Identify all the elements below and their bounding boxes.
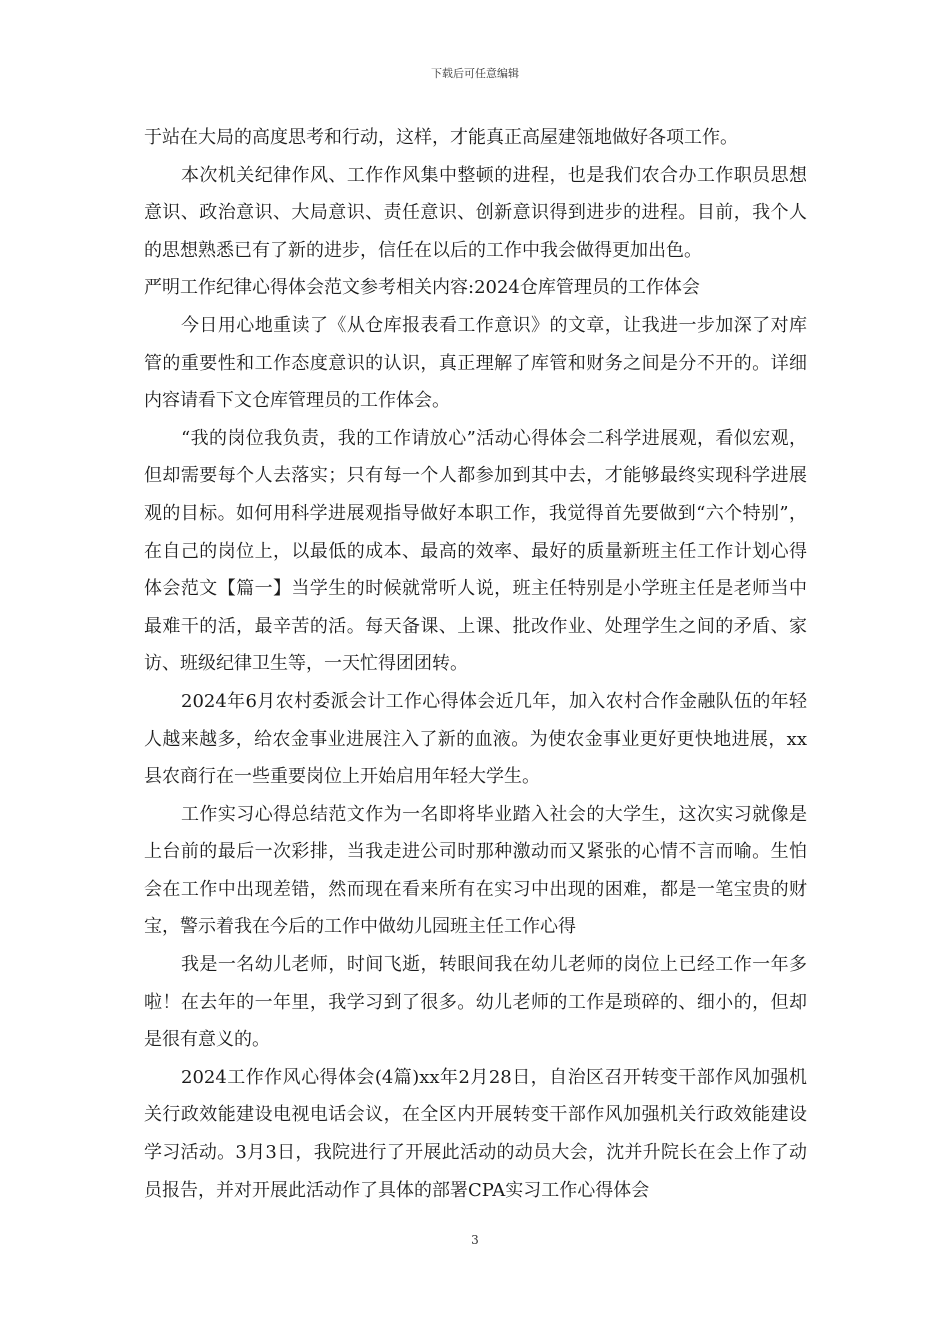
paragraph-8: 我是一名幼儿老师，时间飞逝，转眼间我在幼儿老师的岗位上已经工作一年多啦！在去年的一年里，我学习到了很多。幼儿老师的工作是琐碎的、细小的，但却是很有意义的。 — [144, 954, 807, 1051]
paragraph-5: “我的岗位我负责，我的工作请放心”活动心得体会二科学进展观，看似宏观，但却需要每个人去落实；只有每一个人都参加到其中去，才能够最终实现科学进展观的目标。如何用科学进展观指导做好本职工作，我觉得首先要做到“六个特别”，在自己的岗位上，以最低的成本、最高的效率、最好的质量新班主任工作计划心得体会范文【篇一】当学生的时候就常听人说，班主任特别是小学班主任是老师当中最难干的活，最辛苦的活。每天备课、上课、批改作业、处理学生之间的矛盾、家访、班级纪律卫生等，一天忙得团团转。 — [144, 427, 807, 675]
paragraph-3: 严明工作纪律心得体会范文参考相关内容:2024仓库管理员的工作体会 — [144, 277, 700, 299]
paragraph-6: 2024年6月农村委派会计工作心得体会近几年，加入农村合作金融队伍的年轻人越来越多，给农金事业进展注入了新的血液。为使农金事业更好更快地进展，xx县农商行在一些重要岗位上开始启用年轻大学生。 — [144, 690, 807, 788]
document-body — [144, 119, 807, 1209]
paragraph-4: 今日用心地重读了《从仓库报表看工作意识》的文章，让我进一步加深了对库管的重要性和工作态度意识的认识，真正理解了库管和财务之间是分不开的。详细内容请看下文仓库管理员的工作体会。 — [144, 314, 807, 412]
page-header: 下载后可任意编辑 — [431, 67, 519, 80]
paragraph-7: 工作实习心得总结范文作为一名即将毕业踏入社会的大学生，这次实习就像是上台前的最后一次彩排，当我走进公司时那种激动而又紧张的心情不言而喻。生怕会在工作中出现差错，然而现在看来所有在实习中出现的困难，都是一笔宝贵的财宝，警示着我在今后的工作中做幼儿园班主任工作心得 — [144, 803, 807, 938]
paragraph-1: 于站在大局的高度思考和行动，这样，才能真正高屋建瓴地做好各项工作。 — [144, 127, 738, 148]
paragraph-9: 2024工作作风心得体会(4篇)xx年2月28日，自治区召开转变干部作风加强机关行政效能建设电视电话会议，在全区内开展转变干部作风加强机关行政效能建设学习活动。3月3日，我院进行了开展此活动的动员大会，沈并升院长在会上作了动员报告，并对开展此活动作了具体的部署CPA实习工作心得体会 — [144, 1066, 807, 1201]
paragraph-2: 本次机关纪律作风、工作作风集中整顿的进程，也是我们农合办工作职员思想意识、政治意识、大局意识、责任意识、创新意识得到进步的进程。目前，我个人的思想熟悉已有了新的进步，信任在以后的工作中我会做得更加出色。 — [144, 164, 807, 261]
page-number: 3 — [471, 1233, 479, 1247]
